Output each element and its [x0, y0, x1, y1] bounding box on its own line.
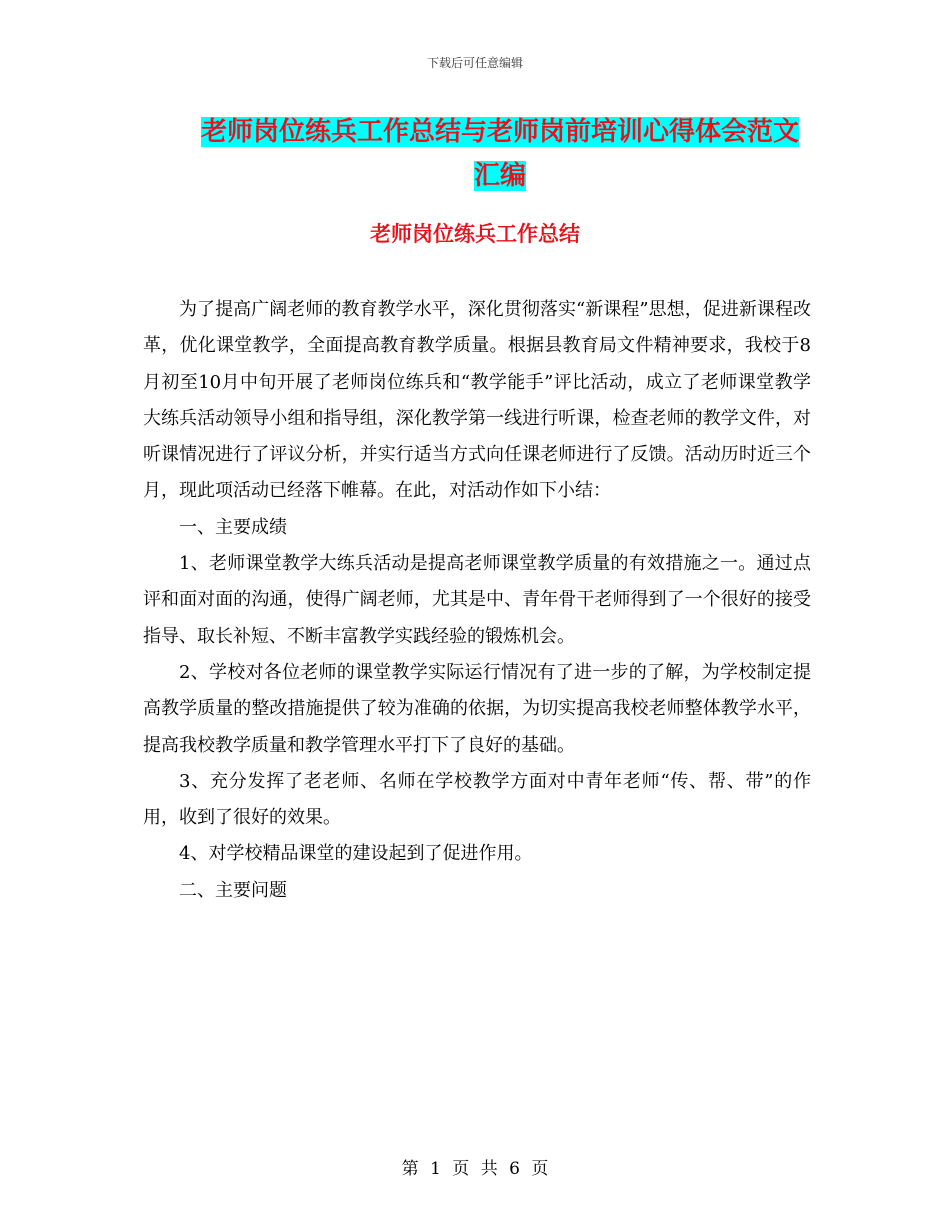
paragraph-achievement-4: 4、对学校精品课堂的建设起到了促进作用。 [179, 843, 533, 865]
section-title: 老师岗位练兵工作总结 [370, 222, 580, 246]
document-title-line1: 老师岗位练兵工作总结与老师岗前培训心得体会范文 [200, 117, 799, 147]
heading-main-problems: 二、主要问题 [179, 879, 287, 901]
paragraph-achievement-2: 2、学校对各位老师的课堂教学实际运行情况有了进一步的了解，为学校制定提高教学质量的整改措施提供了较为准确的依据，为切实提高我校老师整体教学水平，提高我校教学质量和教学管理水平打下了良好的基础。 [143, 661, 811, 756]
paragraph-achievement-1: 1、老师课堂教学大练兵活动是提高老师课堂教学质量的有效措施之一。通过点评和面对面的沟通，使得广阔老师，尤其是中、青年骨干老师得到了一个很好的接受指导、取长补短、不断丰富教学实践经验的锻炼机会。 [143, 553, 811, 647]
paragraph-achievement-3: 3、充分发挥了老老师、名师在学校教学方面对中青年老师“传、帮、带”的作用，收到了很好的效果。 [143, 770, 811, 829]
document-title [180, 110, 820, 198]
heading-main-achievements: 一、主要成绩 [179, 516, 287, 538]
document-body [143, 292, 811, 909]
document-title-line2: 汇编 [473, 161, 526, 191]
page-number-footer: 第 1 页 共 6 页 [401, 1159, 549, 1179]
header-note: 下载后可任意编辑 [426, 56, 523, 70]
paragraph-intro: 为了提高广阔老师的教育教学水平，深化贯彻落实“新课程”思想，促进新课程改革，优化课堂教学，全面提高教育教学质量。根据县教育局文件精神要求，我校于8月初至10月中旬开展了老师岗位练兵和“教学能手”评比活动，成立了老师课堂教学大练兵活动领导小组和指导组，深化教学第一线进行听课，检查老师的教学文件，对听课情况进行了评议分析，并实行适当方式向任课老师进行了反馈。活动历时近三个月，现此项活动已经落下帷幕。在此，对活动作如下小结： [143, 299, 811, 502]
